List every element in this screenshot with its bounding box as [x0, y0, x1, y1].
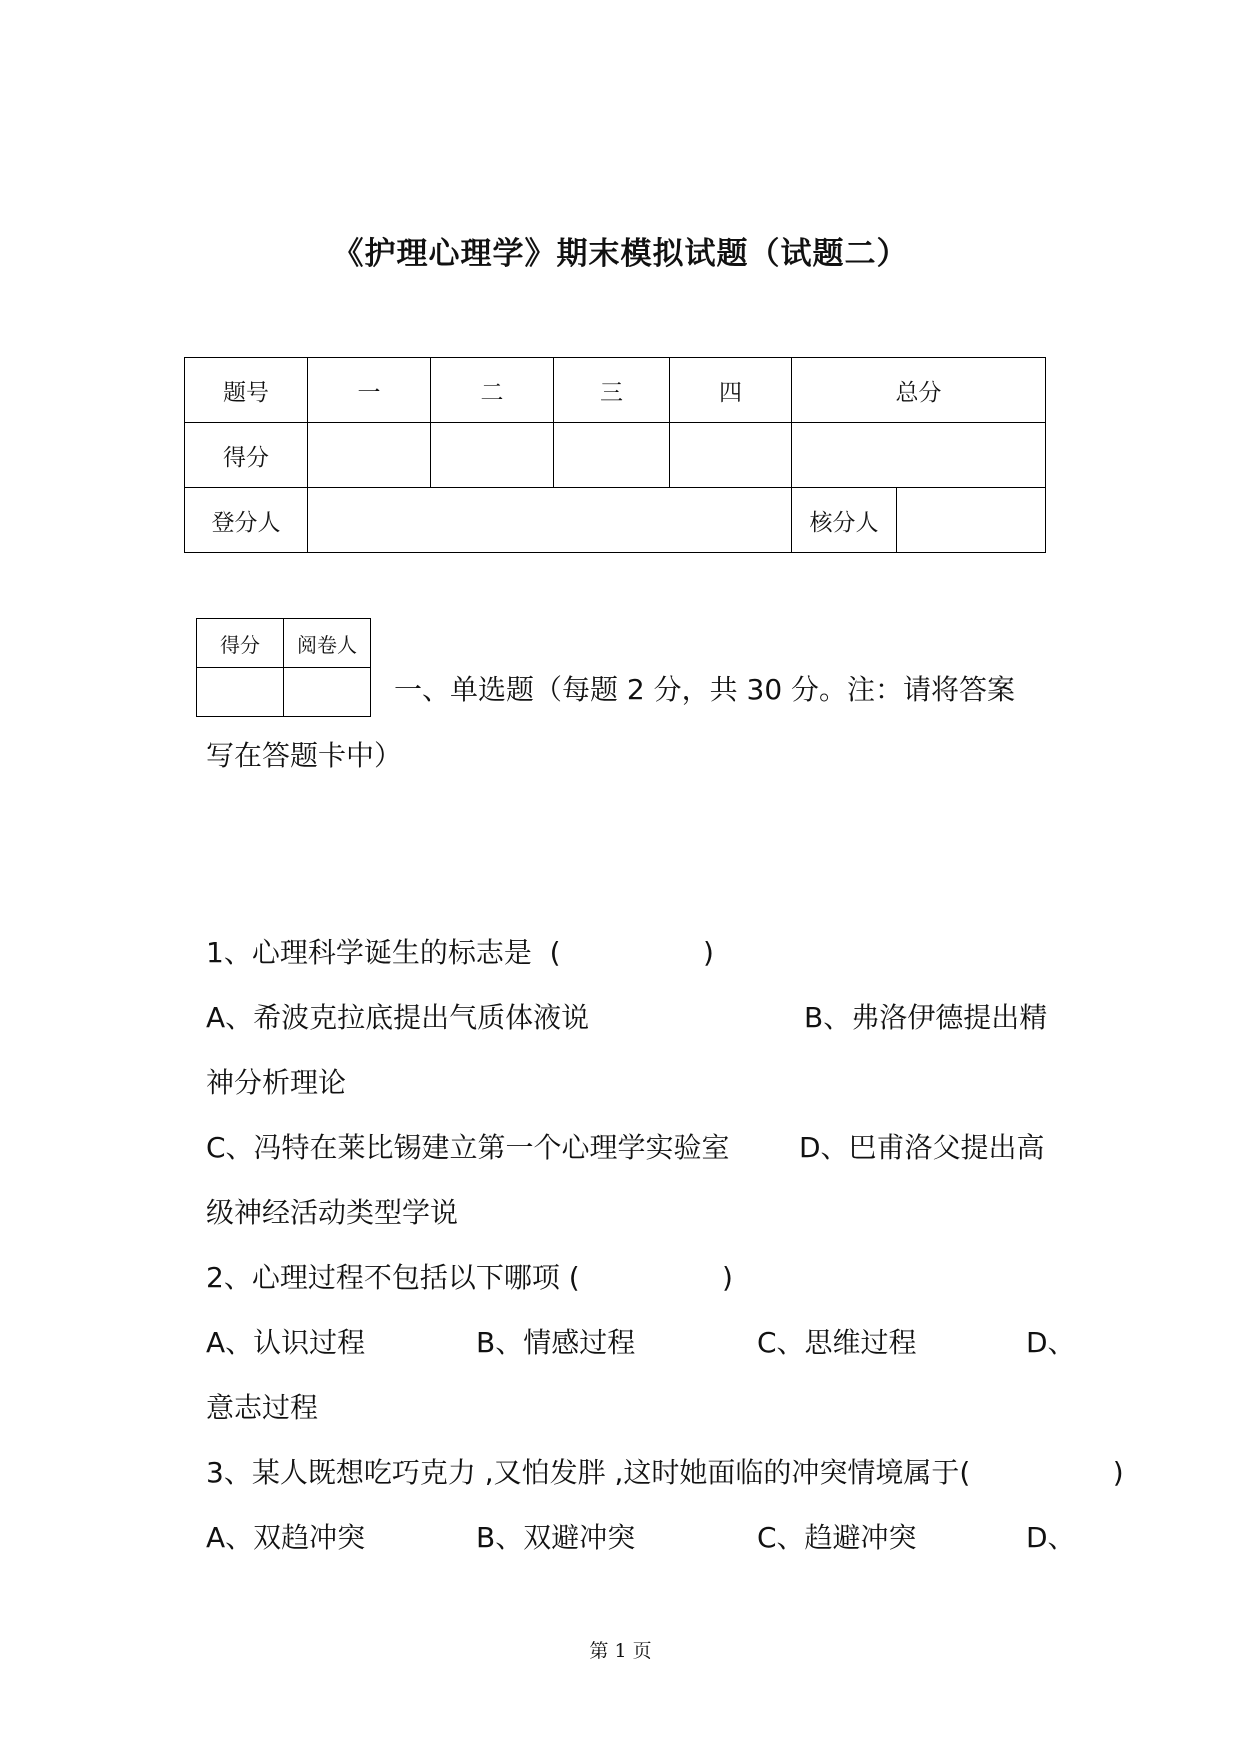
option: A、认识过程: [206, 1326, 366, 1359]
score-cell: [554, 423, 670, 488]
question-stem: 3、某人既想吃巧克力 ,又怕发胖 ,这时她面临的冲突情境属于( ): [206, 1456, 1124, 1489]
option: A、希波克拉底提出气质体液说: [206, 1001, 590, 1034]
option: D、: [1026, 1326, 1076, 1359]
signer-cell: [308, 488, 792, 553]
option: A、双趋冲突: [206, 1521, 366, 1554]
score-table-cell: 题号: [185, 358, 308, 423]
score-cell: [670, 423, 792, 488]
question-stem: 1、心理科学诞生的标志是 ( ): [206, 936, 714, 969]
mini-table-header: 阅卷人: [284, 619, 371, 668]
option: B、情感过程: [476, 1326, 636, 1359]
option-cont: 级神经活动类型学说: [206, 1196, 459, 1229]
option: B、弗洛伊德提出精: [804, 1001, 1048, 1034]
mini-table-cell: [197, 668, 284, 717]
score-table-score-row: [185, 423, 1046, 488]
option: D、巴甫洛父提出高: [799, 1131, 1045, 1164]
page-number: 第 1 页: [589, 1640, 652, 1662]
option: B、双避冲突: [476, 1521, 636, 1554]
option: C、趋避冲突: [757, 1521, 917, 1554]
score-table: [184, 357, 1046, 553]
option: D、: [1026, 1521, 1076, 1554]
score-table-cell: 一: [308, 358, 431, 423]
section-heading: 一、单选题（每题 2 分，共 30 分。注：请将答案: [394, 673, 1016, 706]
score-table-cell: 得分: [185, 423, 308, 488]
option-cont: 意志过程: [206, 1391, 319, 1424]
mini-table-header: 得分: [197, 619, 284, 668]
score-table-cell: 核分人: [792, 488, 897, 553]
score-cell: [792, 423, 1046, 488]
score-table-cell: 登分人: [185, 488, 308, 553]
option: C、思维过程: [757, 1326, 917, 1359]
score-table-cell: 总分: [792, 358, 1046, 423]
option-cont: 神分析理论: [206, 1066, 347, 1099]
score-table-header-row: [185, 358, 1046, 423]
section-heading-cont: 写在答题卡中）: [206, 739, 403, 772]
score-table-cell: 三: [554, 358, 670, 423]
option: C、冯特在莱比锡建立第一个心理学实验室: [206, 1131, 730, 1164]
section-score-box: [196, 618, 371, 717]
question-stem: 2、心理过程不包括以下哪项 ( ): [206, 1261, 733, 1294]
page-title: 《护理心理学》期末模拟试题（试题二）: [332, 236, 909, 272]
score-cell: [308, 423, 431, 488]
score-table-signer-row: [185, 488, 1046, 553]
checker-cell: [897, 488, 1046, 553]
mini-table-cell: [284, 668, 371, 717]
score-table-cell: 四: [670, 358, 792, 423]
score-table-cell: 二: [431, 358, 554, 423]
score-cell: [431, 423, 554, 488]
